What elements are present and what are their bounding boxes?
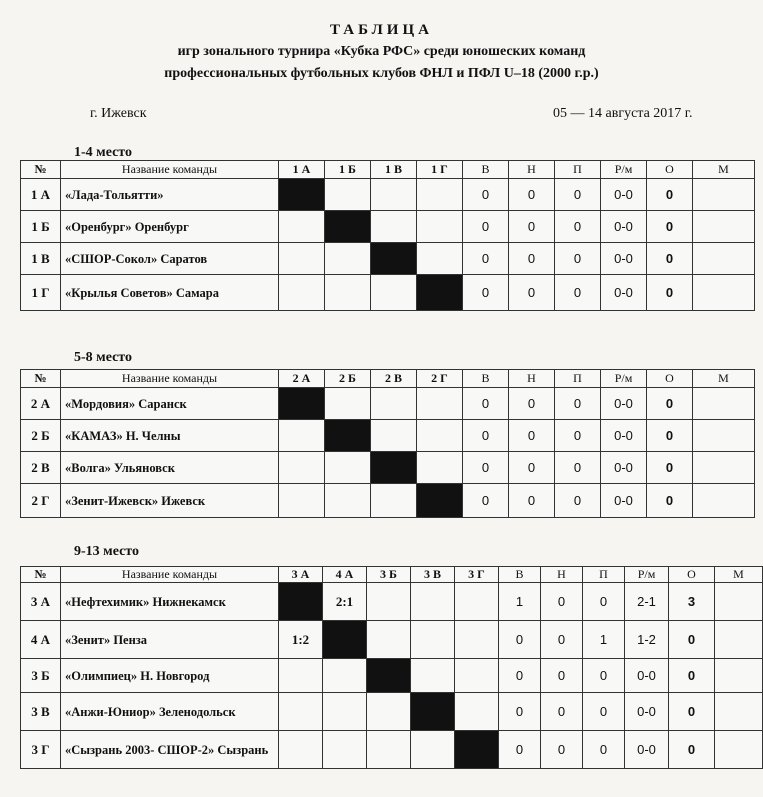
- column-header: Название команды: [61, 161, 279, 179]
- wins-cell: 0: [463, 211, 509, 243]
- column-header: В: [463, 370, 509, 388]
- losses-cell: 0: [555, 420, 601, 452]
- goal-difference-cell: 0-0: [601, 179, 647, 211]
- match-result-cell: [323, 693, 367, 731]
- match-result-cell: [371, 388, 417, 420]
- match-result-cell: [417, 211, 463, 243]
- goal-difference-cell: 0-0: [625, 731, 669, 769]
- self-match-cell: [417, 275, 463, 311]
- column-header: 2 Г: [417, 370, 463, 388]
- wins-cell: 1: [499, 583, 541, 621]
- points-cell: 0: [647, 275, 693, 311]
- draws-cell: 0: [509, 275, 555, 311]
- wins-cell: 0: [463, 243, 509, 275]
- match-result-cell: [279, 243, 325, 275]
- place-cell: [693, 420, 755, 452]
- column-header: 1 А: [279, 161, 325, 179]
- table-row: [21, 275, 755, 311]
- match-result-cell: [455, 659, 499, 693]
- column-header: Название команды: [61, 370, 279, 388]
- wins-cell: 0: [499, 731, 541, 769]
- match-result-cell: [325, 275, 371, 311]
- points-cell: 0: [647, 179, 693, 211]
- team-number: 2 Г: [21, 484, 61, 518]
- column-header: №: [21, 161, 61, 179]
- points-cell: 0: [647, 484, 693, 518]
- match-result-cell: [279, 275, 325, 311]
- match-result-cell: [371, 211, 417, 243]
- self-match-cell: [411, 693, 455, 731]
- goal-difference-cell: 0-0: [601, 211, 647, 243]
- losses-cell: 0: [555, 243, 601, 275]
- match-result-cell: [323, 659, 367, 693]
- group2-table: [20, 369, 755, 518]
- goal-difference-cell: 0-0: [601, 275, 647, 311]
- column-header: Р/м: [601, 370, 647, 388]
- self-match-cell: [325, 211, 371, 243]
- match-result-cell: [455, 621, 499, 659]
- team-name: «Лада-Тольятти»: [61, 179, 279, 211]
- team-number: 1 Г: [21, 275, 61, 311]
- column-header: П: [583, 567, 625, 583]
- team-name: «Мордовия» Саранск: [61, 388, 279, 420]
- points-cell: 0: [669, 693, 715, 731]
- draws-cell: 0: [509, 211, 555, 243]
- column-header: 2 А: [279, 370, 325, 388]
- wins-cell: 0: [463, 388, 509, 420]
- column-header: 3 Б: [367, 567, 411, 583]
- wins-cell: 0: [463, 275, 509, 311]
- column-header: 3 Г: [455, 567, 499, 583]
- column-header: В: [463, 161, 509, 179]
- column-header: М: [715, 567, 763, 583]
- points-cell: 0: [647, 452, 693, 484]
- header-row: [21, 567, 763, 583]
- self-match-cell: [371, 243, 417, 275]
- self-match-cell: [279, 583, 323, 621]
- match-result-cell: [417, 179, 463, 211]
- points-cell: 3: [669, 583, 715, 621]
- match-result-cell: [411, 583, 455, 621]
- match-result-cell: [325, 388, 371, 420]
- column-header: 2 В: [371, 370, 417, 388]
- match-result-cell: [323, 731, 367, 769]
- match-result-cell: [417, 420, 463, 452]
- match-result-cell: [411, 659, 455, 693]
- match-result-cell: [371, 275, 417, 311]
- place-cell: [693, 179, 755, 211]
- city-label: г. Ижевск: [90, 106, 147, 121]
- team-number: 3 Б: [21, 659, 61, 693]
- match-result-cell: [325, 179, 371, 211]
- team-name: «Зенит» Пенза: [61, 621, 279, 659]
- column-header: 1 Б: [325, 161, 371, 179]
- group1-table: [20, 160, 755, 311]
- column-header: М: [693, 370, 755, 388]
- team-name: «Оренбург» Оренбург: [61, 211, 279, 243]
- place-cell: [693, 275, 755, 311]
- goal-difference-cell: 0-0: [601, 243, 647, 275]
- match-result-cell: [279, 211, 325, 243]
- place-cell: [715, 583, 763, 621]
- column-header: О: [647, 161, 693, 179]
- self-match-cell: [325, 420, 371, 452]
- goal-difference-cell: 0-0: [601, 452, 647, 484]
- goal-difference-cell: 0-0: [625, 693, 669, 731]
- losses-cell: 0: [555, 484, 601, 518]
- column-header: Н: [541, 567, 583, 583]
- wins-cell: 0: [463, 179, 509, 211]
- points-cell: 0: [647, 388, 693, 420]
- losses-cell: 0: [555, 211, 601, 243]
- match-result-cell: [279, 452, 325, 484]
- team-number: 2 А: [21, 388, 61, 420]
- match-result-cell: [279, 693, 323, 731]
- column-header: №: [21, 370, 61, 388]
- match-result-cell: [325, 243, 371, 275]
- team-name: «Анжи-Юниор» Зеленодольск: [61, 693, 279, 731]
- match-result-cell: [367, 583, 411, 621]
- match-result-cell: 2:1: [323, 583, 367, 621]
- column-header: 3 А: [279, 567, 323, 583]
- match-result-cell: [325, 484, 371, 518]
- draws-cell: 0: [541, 583, 583, 621]
- wins-cell: 0: [463, 484, 509, 518]
- table-row: [21, 452, 755, 484]
- place-cell: [715, 659, 763, 693]
- team-number: 2 В: [21, 452, 61, 484]
- column-header: 1 В: [371, 161, 417, 179]
- match-result-cell: [367, 693, 411, 731]
- match-result-cell: [417, 388, 463, 420]
- losses-cell: 0: [583, 659, 625, 693]
- document-subtitle-line1: игр зонального турнира «Кубка РФС» среди юношеских команд: [177, 44, 586, 59]
- team-name: «Нефтехимик» Нижнекамск: [61, 583, 279, 621]
- header-row: [21, 370, 755, 388]
- draws-cell: 0: [541, 731, 583, 769]
- place-cell: [693, 484, 755, 518]
- table-row: [21, 583, 763, 621]
- match-result-cell: [417, 452, 463, 484]
- draws-cell: 0: [509, 484, 555, 518]
- column-header: Н: [509, 161, 555, 179]
- team-name: «Крылья Советов» Самара: [61, 275, 279, 311]
- self-match-cell: [367, 659, 411, 693]
- team-number: 1 Б: [21, 211, 61, 243]
- losses-cell: 0: [555, 388, 601, 420]
- draws-cell: 0: [541, 693, 583, 731]
- team-number: 3 В: [21, 693, 61, 731]
- draws-cell: 0: [541, 621, 583, 659]
- wins-cell: 0: [463, 420, 509, 452]
- points-cell: 0: [669, 659, 715, 693]
- draws-cell: 0: [509, 388, 555, 420]
- match-result-cell: [371, 484, 417, 518]
- column-header: №: [21, 567, 61, 583]
- dates-label: 05 — 14 августа 2017 г.: [553, 106, 693, 121]
- group1-title: 1-4 место: [74, 145, 132, 160]
- team-number: 3 Г: [21, 731, 61, 769]
- points-cell: 0: [669, 621, 715, 659]
- team-number: 3 А: [21, 583, 61, 621]
- column-header: О: [669, 567, 715, 583]
- table-row: [21, 420, 755, 452]
- place-cell: [715, 693, 763, 731]
- document-subtitle-line2: профессиональных футбольных клубов ФНЛ и ПФЛ U–18 (2000 г.р.): [164, 66, 599, 81]
- draws-cell: 0: [509, 452, 555, 484]
- team-name: «Сызрань 2003- СШОР-2» Сызрань: [61, 731, 279, 769]
- table-row: [21, 659, 763, 693]
- table-row: [21, 243, 755, 275]
- draws-cell: 0: [509, 420, 555, 452]
- table-row: [21, 731, 763, 769]
- losses-cell: 0: [555, 452, 601, 484]
- self-match-cell: [455, 731, 499, 769]
- self-match-cell: [279, 179, 325, 211]
- team-number: 1 А: [21, 179, 61, 211]
- losses-cell: 0: [555, 275, 601, 311]
- column-header: Н: [509, 370, 555, 388]
- losses-cell: 0: [583, 731, 625, 769]
- match-result-cell: 1:2: [279, 621, 323, 659]
- team-number: 2 Б: [21, 420, 61, 452]
- goal-difference-cell: 2-1: [625, 583, 669, 621]
- team-name: «КАМАЗ» Н. Челны: [61, 420, 279, 452]
- column-header: 2 Б: [325, 370, 371, 388]
- column-header: О: [647, 370, 693, 388]
- place-cell: [715, 731, 763, 769]
- draws-cell: 0: [509, 179, 555, 211]
- goal-difference-cell: 1-2: [625, 621, 669, 659]
- header-row: [21, 161, 755, 179]
- column-header: Название команды: [61, 567, 279, 583]
- column-header: 4 А: [323, 567, 367, 583]
- match-result-cell: [455, 693, 499, 731]
- team-number: 4 А: [21, 621, 61, 659]
- match-result-cell: [455, 583, 499, 621]
- table-row: [21, 621, 763, 659]
- table-row: [21, 388, 755, 420]
- place-cell: [693, 388, 755, 420]
- goal-difference-cell: 0-0: [601, 388, 647, 420]
- self-match-cell: [371, 452, 417, 484]
- place-cell: [693, 211, 755, 243]
- losses-cell: 0: [583, 693, 625, 731]
- match-result-cell: [367, 621, 411, 659]
- match-result-cell: [417, 243, 463, 275]
- draws-cell: 0: [509, 243, 555, 275]
- match-result-cell: [371, 179, 417, 211]
- team-number: 1 В: [21, 243, 61, 275]
- match-result-cell: [279, 659, 323, 693]
- column-header: 3 В: [411, 567, 455, 583]
- goal-difference-cell: 0-0: [601, 484, 647, 518]
- column-header: Р/м: [625, 567, 669, 583]
- wins-cell: 0: [499, 621, 541, 659]
- wins-cell: 0: [499, 659, 541, 693]
- group3-title: 9-13 место: [74, 544, 139, 559]
- points-cell: 0: [647, 243, 693, 275]
- match-result-cell: [371, 420, 417, 452]
- column-header: 1 Г: [417, 161, 463, 179]
- match-result-cell: [367, 731, 411, 769]
- match-result-cell: [411, 621, 455, 659]
- team-name: «Зенит-Ижевск» Ижевск: [61, 484, 279, 518]
- goal-difference-cell: 0-0: [625, 659, 669, 693]
- column-header: М: [693, 161, 755, 179]
- group2-title: 5-8 место: [74, 350, 132, 365]
- team-name: «Волга» Ульяновск: [61, 452, 279, 484]
- column-header: Р/м: [601, 161, 647, 179]
- document-title: ТАБЛИЦА: [330, 22, 433, 38]
- team-name: «СШОР-Сокол» Саратов: [61, 243, 279, 275]
- match-result-cell: [325, 452, 371, 484]
- losses-cell: 1: [583, 621, 625, 659]
- points-cell: 0: [647, 211, 693, 243]
- draws-cell: 0: [541, 659, 583, 693]
- column-header: П: [555, 370, 601, 388]
- group3-table: [20, 566, 763, 769]
- column-header: П: [555, 161, 601, 179]
- match-result-cell: [279, 484, 325, 518]
- match-result-cell: [279, 420, 325, 452]
- wins-cell: 0: [499, 693, 541, 731]
- table-row: [21, 211, 755, 243]
- place-cell: [715, 621, 763, 659]
- points-cell: 0: [669, 731, 715, 769]
- self-match-cell: [323, 621, 367, 659]
- self-match-cell: [279, 388, 325, 420]
- column-header: В: [499, 567, 541, 583]
- wins-cell: 0: [463, 452, 509, 484]
- losses-cell: 0: [555, 179, 601, 211]
- team-name: «Олимпиец» Н. Новгород: [61, 659, 279, 693]
- place-cell: [693, 452, 755, 484]
- goal-difference-cell: 0-0: [601, 420, 647, 452]
- points-cell: 0: [647, 420, 693, 452]
- place-cell: [693, 243, 755, 275]
- match-result-cell: [411, 731, 455, 769]
- table-row: [21, 484, 755, 518]
- losses-cell: 0: [583, 583, 625, 621]
- self-match-cell: [417, 484, 463, 518]
- table-row: [21, 179, 755, 211]
- table-row: [21, 693, 763, 731]
- match-result-cell: [279, 731, 323, 769]
